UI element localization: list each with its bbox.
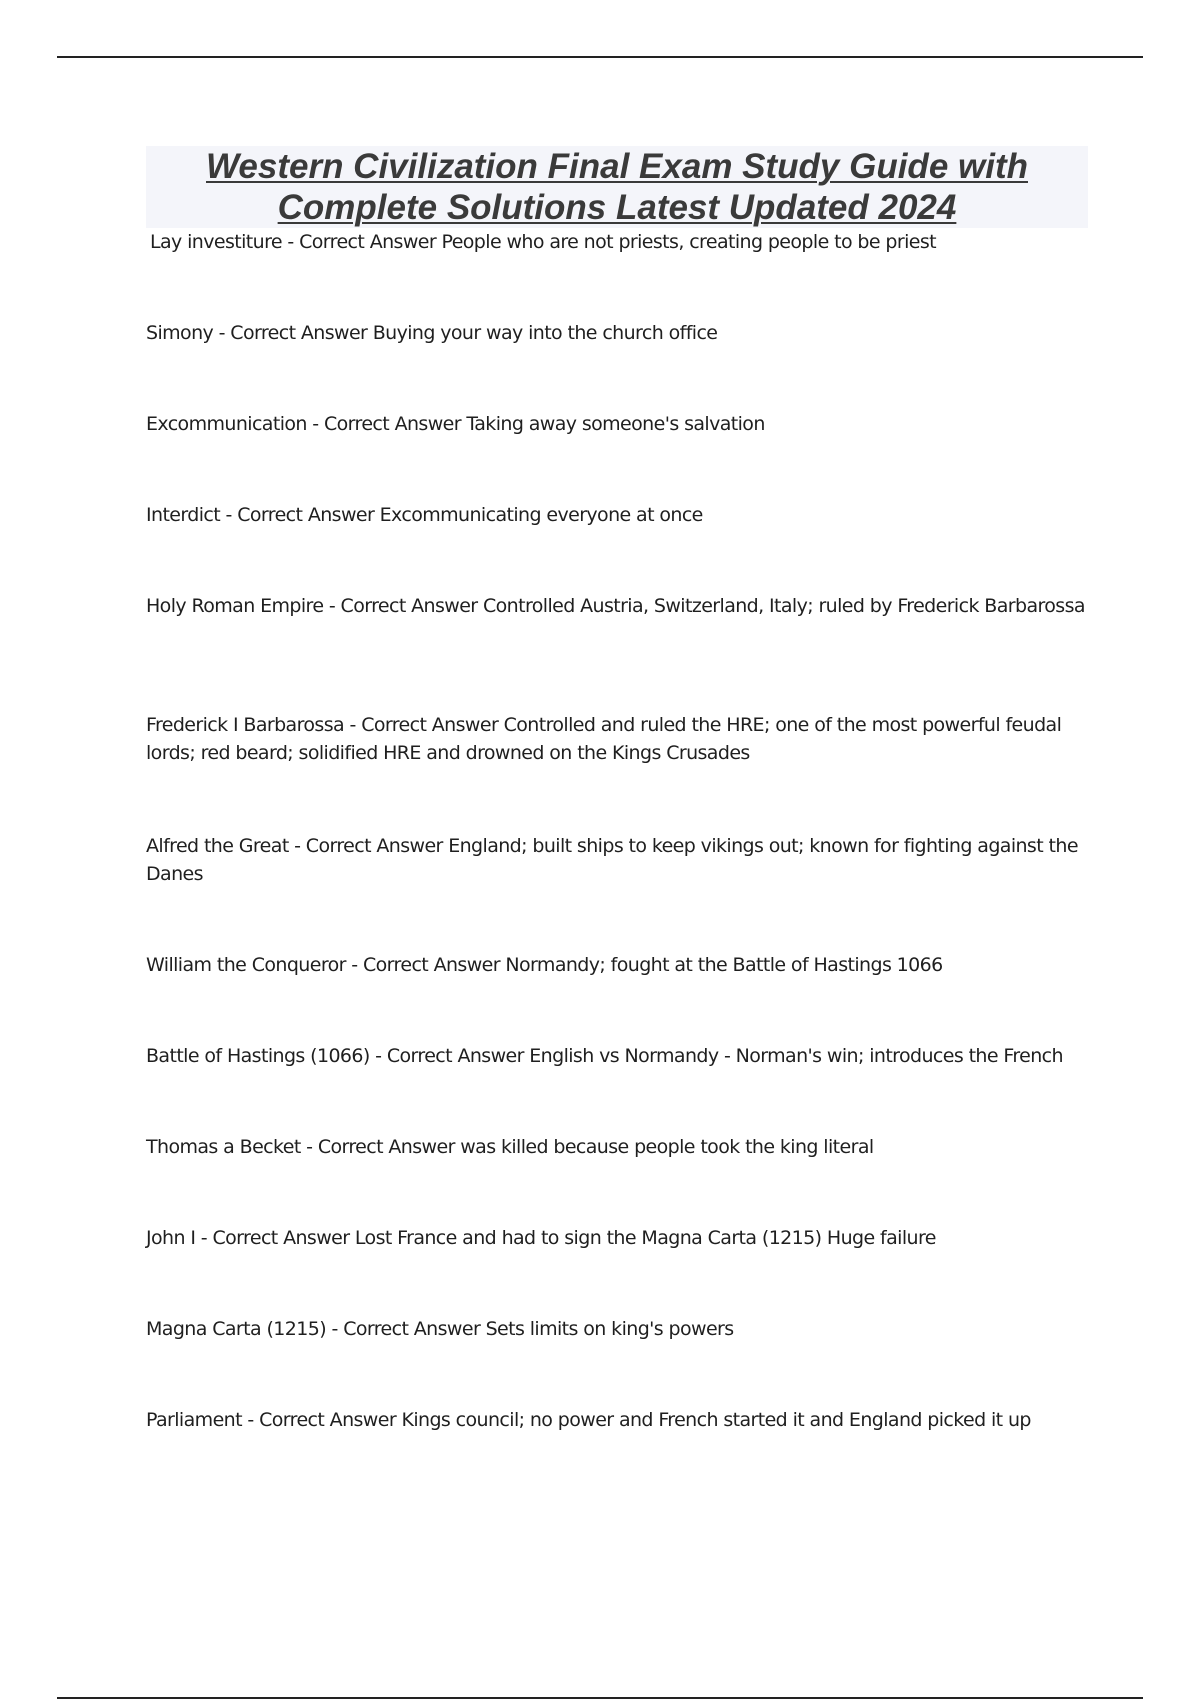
title-line-1: Western Civilization Final Exam Study Guide with	[206, 147, 1028, 186]
title-line-2: Complete Solutions Latest Updated 2024	[277, 188, 957, 227]
entry-simony: Simony - Correct Answer Buying your way into the church office	[146, 322, 718, 344]
entry-alfred-the-great: Alfred the Great - Correct Answer England; built ships to keep vikings out; known for fighting against the Danes	[146, 835, 1078, 885]
entry-frederick-barbarossa: Frederick I Barbarossa - Correct Answer Controlled and ruled the HRE; one of the most powerful feudal lords; red beard; solidified HRE and drowned on the Kings Crusades	[146, 714, 1062, 764]
entry-lay-investiture: Lay investiture - Correct Answer People who are not priests, creating people to be priest	[150, 231, 936, 253]
bottom-divider	[57, 1697, 1143, 1699]
entry-thomas-a-becket: Thomas a Becket - Correct Answer was killed because people took the king literal	[146, 1136, 874, 1158]
entry-william-the-conqueror: William the Conqueror - Correct Answer Normandy; fought at the Battle of Hastings 1066	[146, 954, 943, 976]
document-title	[146, 146, 1088, 228]
entry-parliament: Parliament - Correct Answer Kings council; no power and French started it and England picked it up	[146, 1409, 1031, 1431]
entry-interdict: Interdict - Correct Answer Excommunicating everyone at once	[146, 504, 703, 526]
top-divider	[57, 56, 1143, 58]
entry-john-i: John I - Correct Answer Lost France and had to sign the Magna Carta (1215) Huge failure	[146, 1227, 936, 1249]
entry-battle-of-hastings: Battle of Hastings (1066) - Correct Answer English vs Normandy - Norman's win; introduces the French	[146, 1045, 1063, 1067]
entry-magna-carta: Magna Carta (1215) - Correct Answer Sets limits on king's powers	[146, 1318, 734, 1340]
entry-excommunication: Excommunication - Correct Answer Taking away someone's salvation	[146, 413, 765, 435]
entry-holy-roman-empire: Holy Roman Empire - Correct Answer Controlled Austria, Switzerland, Italy; ruled by Frederick Barbarossa	[146, 595, 1085, 617]
